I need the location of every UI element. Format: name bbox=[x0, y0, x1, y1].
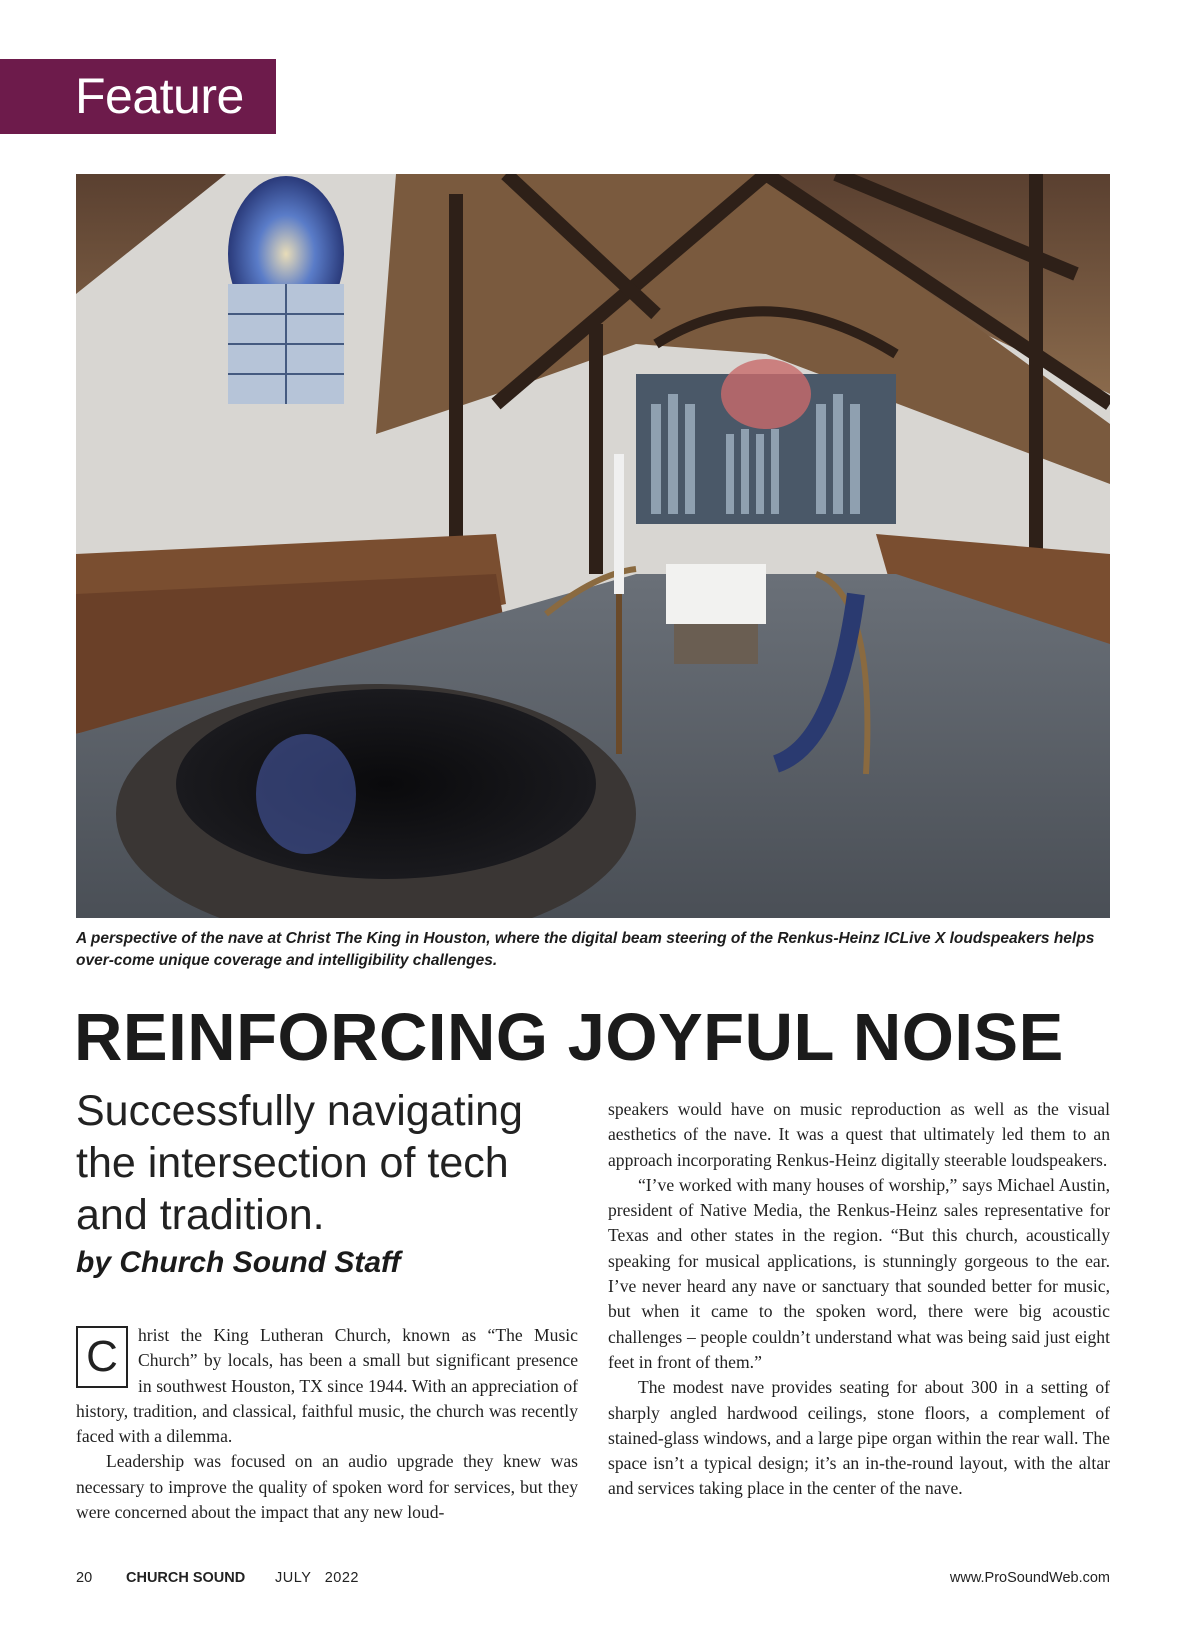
body-paragraph: “I’ve worked with many houses of worship,” says Michael Austin, president of Native Media, the Renkus-Heinz sales representative for Texas and other states in the region. “But this church, acoustically speaking for musical applications, is stunningly gorgeous to the ear. I’ve never heard any nave or sanctuary that sounded better for music, but when it came to the spoken word, there were big acoustic challenges – people couldn’t understand what was being said just eight feet in front of them.” bbox=[608, 1174, 1110, 1372]
body-paragraph: The modest nave provides seating for about 300 in a setting of sharply angled hardwood ceilings, stone floors, a complement of stained-glass windows, and a large pipe organ within the rear wall. The space isn’t a typical design; it’s an in-the-round layout, with the altar and services taking place in the center of the nave. bbox=[608, 1377, 1110, 1499]
body-column-left bbox=[76, 1323, 578, 1525]
article-byline: by Church Sound Staff bbox=[76, 1246, 401, 1279]
issue-date: JULY 2022 bbox=[275, 1570, 359, 1586]
body-text: hrist the King Lutheran Church, known as “The Music Church” by locals, has been a small but significant presence in southwest Houston, TX since 1944. With an appreciation of history, tradition, and classical, faithful music, the church was recently faced with a dilemma. bbox=[76, 1325, 578, 1447]
body-paragraph: speakers would have on music reproduction as well as the visual aesthetics of the nave. It was a quest that ultimately led them to an approach incorporating Renkus-Heinz digitally steerable loudspeakers. bbox=[608, 1099, 1110, 1170]
body-paragraph bbox=[76, 1323, 578, 1449]
article-headline: REINFORCING JOYFUL NOISE bbox=[74, 1000, 1064, 1075]
page-number: 20 bbox=[76, 1570, 93, 1586]
website-url: www.ProSoundWeb.com bbox=[949, 1570, 1110, 1586]
drop-cap: C bbox=[76, 1326, 128, 1388]
church-nave-photo bbox=[76, 174, 1110, 918]
church-nave-illustration bbox=[76, 174, 1110, 918]
section-label: Feature bbox=[0, 59, 276, 134]
page-footer bbox=[76, 1570, 1110, 1592]
body-column-right bbox=[608, 1097, 1110, 1502]
magazine-name: CHURCH SOUND bbox=[126, 1570, 246, 1586]
body-paragraph: Leadership was focused on an audio upgrade they knew was necessary to improve the quality of spoken word for services, but they were concerned about the impact that any new loud- bbox=[76, 1451, 578, 1523]
photo-caption: A perspective of the nave at Christ The King in Houston, where the digital beam steering of the Renkus-Heinz ICLive X loudspeakers helps over-come unique coverage and intelligibility challenges. bbox=[76, 930, 1095, 969]
article-deck: Successfully navigating the intersection of tech and tradition. bbox=[76, 1087, 523, 1239]
